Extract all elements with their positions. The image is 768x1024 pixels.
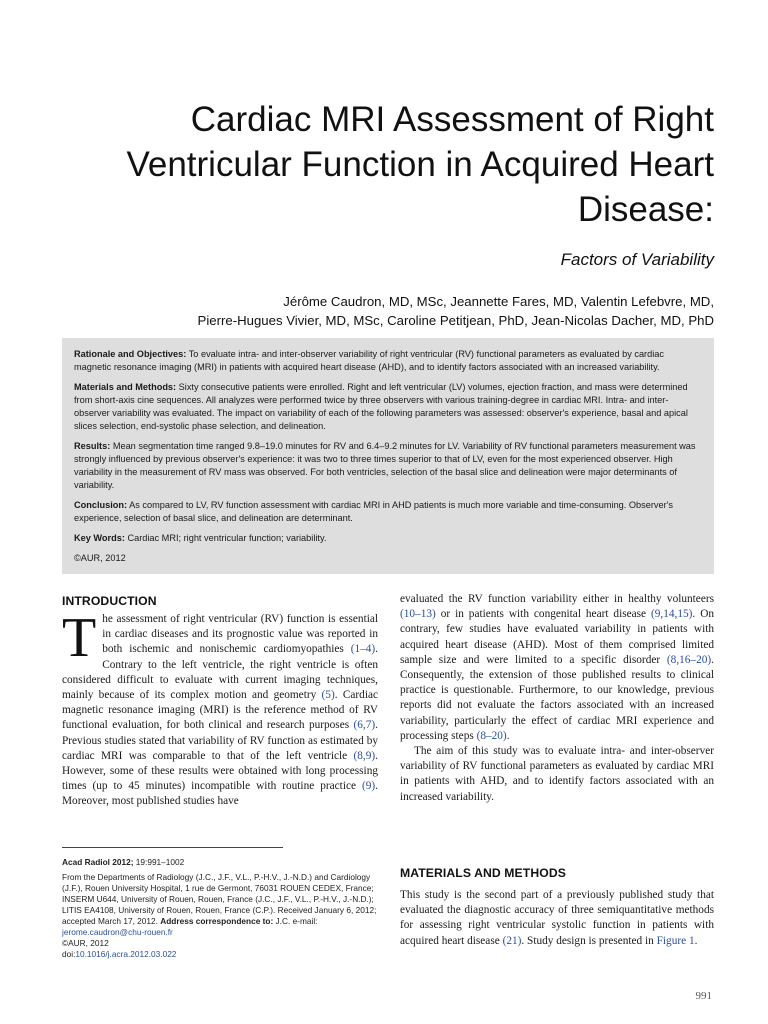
figure-link[interactable]: Figure 1 [656,934,695,947]
doi-line [62,949,378,960]
citation-link[interactable]: (21) [502,934,522,947]
article-title: Cardiac MRI Assessment of Right Ventricular Function in Acquired Heart Disease: [126,100,714,229]
rationale-label: Rationale and Objectives: [74,349,187,359]
abstract-rationale [74,348,702,374]
methods-text: Sixty consecutive patients were enrolled. Right and left ventricular (LV) volumes, ejection fraction, and mass were determined from short-axis cine sequences. All analyzes were performed twice by three observers with various training-degree in cardiac MRI. Intra- and inter-observer variability was evaluated. The impact on variability of each of the following parameters was assessed: observer's experience, basal and apical slices selection, end-systolic phase selection, and delineation. [74,382,688,431]
abstract-copyright: ©AUR, 2012 [74,553,126,563]
citation-link[interactable]: (9,14,15) [651,608,693,621]
results-label: Results: [74,441,111,451]
citation-link[interactable]: (6,7) [353,719,376,732]
text-run: . Cardiac magnetic resonance imaging (MRI) is the reference method of RV functional evaluation, for both clinical and research purposes [62,689,378,732]
doi-link[interactable]: 10.1016/j.acra.2012.03.022 [75,949,177,959]
drop-cap: T [62,607,97,669]
text-run: . Consequently, the extension of those published results to clinical practice is questionable. Furthermore, to our knowledge, previous reports did not evaluate the factors associated with an increased variability, particularly the effect of cardiac MRI experience and processing steps [400,653,714,742]
citation-link[interactable]: (10–13) [400,608,436,621]
keywords-text: Cardiac MRI; right ventricular function; variability. [127,533,327,543]
methods-label: Materials and Methods: [74,382,177,392]
text-run: he assessment of right ventricular (RV) function is essential in cardiac diseases and its prognostic value was reported in both ischemic and nonischemic cardiomyopathies [102,613,378,656]
abstract-methods [74,381,702,433]
introduction-body [62,607,378,810]
introduction-heading: INTRODUCTION [62,594,157,608]
text-run: . Moreover, most published studies have [62,780,378,808]
text-run: . On contrary, few studies have evaluated variability in patients with acquired heart disease (AHD). Most of them comprised limited sample size and were limited to a specific disorder [400,608,714,666]
introduction-paragraph-2 [400,592,714,744]
footnote-divider [62,847,283,848]
article-subtitle: Factors of Variability [560,250,714,269]
authors-line-2: Pierre-Hugues Vivier, MD, MSc, Caroline Petitjean, PhD, Jean-Nicolas Dacher, MD, PhD [197,313,714,328]
methods-body [400,888,714,949]
introduction-paragraph-1 [62,607,378,810]
affiliations [62,872,378,938]
introduction-continued [400,592,714,805]
abstract-results [74,440,702,492]
page-number: 991 [695,990,712,1002]
citation-link[interactable]: (9) [361,780,376,793]
rationale-text: To evaluate intra- and inter-observer variability of right ventricular (RV) functional parameters as evaluated by cardiac magnetic resonance imaging (MRI) in patients with acquired heart disease (AHD), and to identify factors associated with an increased variability. [74,349,664,372]
abstract-box [62,338,714,574]
address-label: Address correspondence to: [160,916,274,926]
author-list [198,292,714,330]
citation-link[interactable]: (1–4) [350,643,376,656]
journal-name: Acad Radiol 2012; [62,857,134,867]
text-run: . However, some of these results were obtained with long processing times (up to 45 minutes) incompatible with routine practice [62,749,378,793]
doi-label: doi: [62,949,76,959]
authors-line-1: Jérôme Caudron, MD, MSc, Jeannette Fares, MD, Valentin Lefebvre, MD, [283,294,714,309]
text-run: . Study design is presented in [521,934,657,947]
article-footnote [62,857,378,960]
citation-link[interactable]: (8,9) [353,749,376,762]
address-text: J.C. e-mail: [273,916,318,926]
email-link[interactable]: jerome.caudron@chu-rouen.fr [62,927,173,937]
text-run: or in patients with congenital heart disease [435,608,651,621]
journal-pages: 19:991–1002 [133,857,185,867]
affiliations-text: From the Departments of Radiology (J.C., J.F., V.L., P.-H.V., J.-N.D.) and Cardiology (J.F.), Rouen University Hospital, 1 rue de Germont, 76031 ROUEN CEDEX, France; INSERM U644, University of Rouen, Rouen, France (J.C., J.F., V.L., P.-H.V., J.-N.D.); LITIS EA4108, University of Rouen, Rouen, France (C.P.). Received January 6, 2012; accepted March 17, 2012. [62,872,377,926]
citation-link[interactable]: (8–20) [476,729,507,742]
text-run: . Previous studies stated that variability of RV function as estimated by cardiac MRI was comparable to that of the left ventricle [62,719,378,762]
conclusion-text: As compared to LV, RV function assessment with cardiac MRI in AHD patients is much more variable and time-consuming. Observer's experience, selection of basal slice, and delineation are determinant. [74,500,674,523]
citation-link[interactable]: (8,16–20) [666,653,712,666]
citation-link[interactable]: (5) [321,689,335,702]
keywords-label: Key Words: [74,533,125,543]
text-run: . [506,729,510,742]
text-run: evaluated the RV function variability either in healthy volunteers [400,593,714,605]
journal-citation [62,857,378,868]
results-text: Mean segmentation time ranged 9.8–19.0 minutes for RV and 6.4–9.2 minutes for LV. Variability of RV functional parameters measurement was strongly influenced by previous observer's experience: it was two to three times superior to that of LV, even for the most experienced observer. High variability in the measurement of RV mass was observed. For both ventricles, selection of the basal slice and delineation were major determinants of variability. [74,441,696,490]
text-run: This study is the second part of a previously published study that evaluated the diagnostic accuracy of three semiquantitative methods for assessing right ventricular systolic function in patients with acquired heart disease [400,889,714,947]
text-run: . [694,934,698,947]
abstract-conclusion [74,499,702,525]
footnote-copyright: ©AUR, 2012 [62,938,109,948]
text-run: . Contrary to the left ventricle, the right ventricle is often considered difficult to evaluate with current imaging techniques, mainly because of its complex motion and geometry [62,643,378,702]
methods-paragraph-1 [400,888,714,949]
abstract-keywords [74,532,702,545]
methods-heading: MATERIALS AND METHODS [400,866,566,880]
introduction-paragraph-3: The aim of this study was to evaluate intra- and inter-observer variability of RV functional parameters as evaluated by cardiac MRI in patients with AHD, and to identify factors associated with an increased variability. [400,745,714,803]
conclusion-label: Conclusion: [74,500,128,510]
